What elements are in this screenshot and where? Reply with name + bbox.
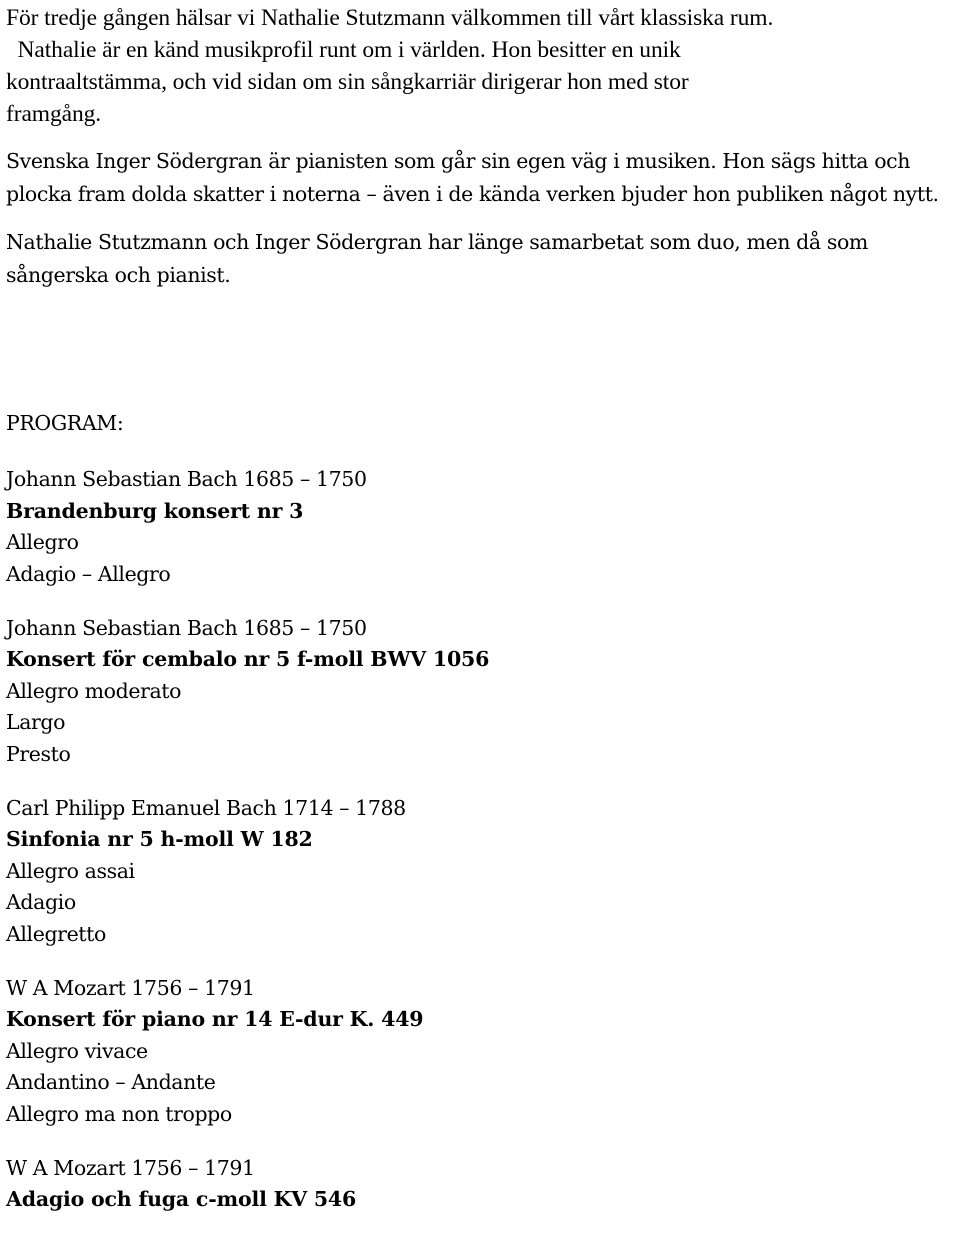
work-title: Brandenburg konsert nr 3	[6, 498, 304, 523]
duo-paragraph: Nathalie Stutzmann och Inger Södergran har länge samarbetat som duo, men då som sångerska och pianist.	[6, 230, 868, 287]
movement-line: Allegro vivace	[6, 1038, 148, 1063]
movement-line: Allegro ma non troppo	[6, 1101, 232, 1126]
work-title: Sinfonia nr 5 h-moll W 182	[6, 827, 313, 851]
program-piece	[6, 793, 489, 951]
composer-line: Johann Sebastian Bach 1685 – 1750	[6, 615, 367, 640]
composer-line: Johann Sebastian Bach 1685 – 1750	[6, 467, 367, 491]
intro-paragraph	[6, 0, 956, 130]
work-title: Konsert för piano nr 14 E-dur K. 449	[6, 1007, 424, 1031]
document-page	[6, 0, 956, 1211]
composer-line: W A Mozart 1756 – 1791	[6, 975, 255, 1000]
movement-line: Adagio	[6, 890, 76, 914]
pianist-paragraph: Svenska Inger Södergran är pianisten som går sin egen väg i musiken. Hon sägs hitta och plocka fram dolda skatter i noterna – även i de kända verken bjuder hon publiken något nytt.	[6, 149, 939, 206]
intro-line: framgång.	[6, 101, 102, 127]
intro-line: För tredje gången hälsar vi Nathalie Stutzmann välkommen till vårt klassiska rum.	[6, 5, 774, 31]
program-piece	[6, 464, 489, 590]
intro-line: kontraaltstämma, och vid sidan om sin sångkarriär dirigerar hon med stor	[6, 69, 689, 95]
program-piece	[6, 613, 489, 771]
program-piece	[6, 1153, 489, 1216]
movement-line: Allegretto	[6, 921, 106, 946]
movement-line: Allegro moderato	[6, 678, 182, 703]
movement-line: Largo	[6, 710, 66, 734]
movement-line: Presto	[6, 741, 71, 766]
composer-line: W A Mozart 1756 – 1791	[6, 1155, 255, 1180]
movement-line: Adagio – Allegro	[6, 561, 171, 586]
composer-line: Carl Philipp Emanuel Bach 1714 – 1788	[6, 795, 406, 820]
work-title: Adagio och fuga c-moll KV 546	[6, 1187, 357, 1211]
program-piece	[6, 973, 489, 1131]
program-heading: PROGRAM:	[6, 411, 124, 435]
movement-line: Allegro	[6, 530, 79, 554]
movement-line: Allegro assai	[6, 858, 135, 883]
work-title: Konsert för cembalo nr 5 f-moll BWV 1056	[6, 647, 490, 671]
program-list	[6, 464, 489, 1238]
movement-line: Andantino – Andante	[6, 1070, 216, 1094]
intro-line: Nathalie är en känd musikprofil runt om i världen. Hon besitter en unik	[6, 37, 681, 63]
